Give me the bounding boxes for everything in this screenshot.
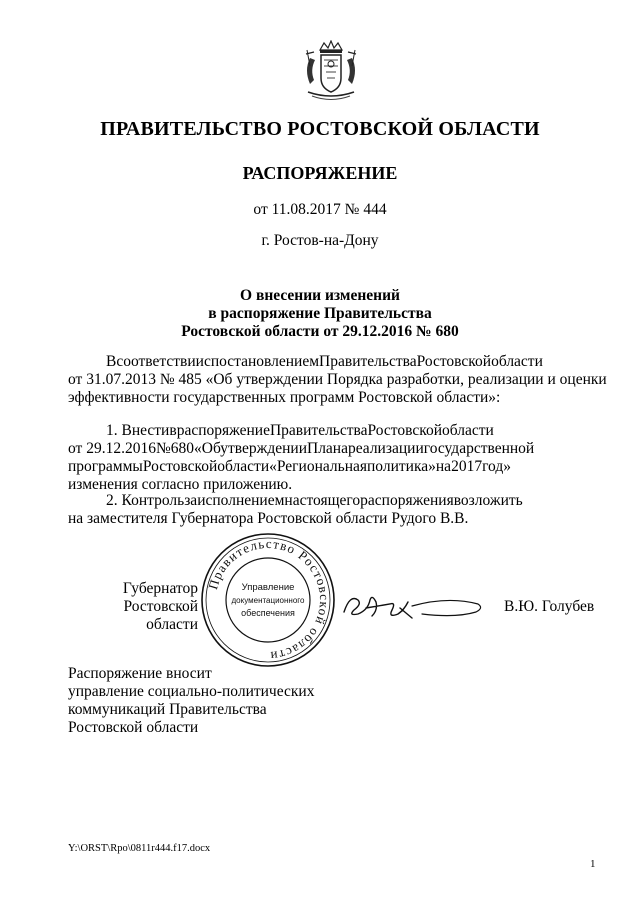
- body-paragraph-1: [68, 353, 607, 407]
- word: Ростовской: [416, 353, 492, 370]
- word: за: [184, 492, 198, 509]
- word: возложить: [453, 492, 523, 509]
- word: «Об: [194, 440, 221, 457]
- word: «Региональная: [269, 458, 367, 475]
- paragraph-line: эффективности государственных программ Ростовской области»:: [68, 389, 501, 406]
- subject-line: в распоряжение Правительства: [208, 305, 432, 322]
- paragraph-line: от 31.07.2013 № 485 «Об утверждении Порядка разработки, реализации и оценки: [68, 371, 607, 388]
- subject-line: О внесении изменений: [240, 287, 400, 304]
- word: №: [155, 440, 171, 457]
- body-paragraph-2: [68, 422, 594, 494]
- justified-line: [68, 458, 594, 476]
- word: соответствии: [116, 353, 204, 370]
- city-line: г. Ростов-на-Дону: [261, 232, 379, 249]
- word: Правительства: [319, 353, 417, 370]
- signatory-position-line: Губернатор: [122, 580, 198, 597]
- word: политика»: [367, 458, 436, 475]
- word: исполнением: [197, 492, 285, 509]
- word: 2. Контроль: [106, 492, 185, 509]
- paragraph-line: на заместителя Губернатора Ростовской области Рудого В.В.: [68, 510, 469, 527]
- coat-of-arms-emblem: [296, 40, 366, 109]
- word: год»: [482, 458, 511, 475]
- stamp-ring-text: Правительство Ростовской области: [205, 535, 333, 665]
- word: утверждении: [220, 440, 307, 457]
- word: Ростовской: [142, 458, 218, 475]
- note-line: Распоряжение вносит: [68, 665, 212, 682]
- word: области: [217, 458, 270, 475]
- word: В: [106, 353, 117, 370]
- handwritten-signature: [338, 588, 488, 633]
- word: области: [491, 353, 543, 370]
- signatory-name: В.Ю. Голубев: [504, 598, 595, 615]
- word: Правительства: [269, 422, 368, 439]
- official-stamp: [198, 530, 338, 675]
- note-line: Ростовской области: [68, 719, 199, 736]
- word: области: [442, 422, 494, 439]
- word: с: [203, 353, 211, 370]
- word: на: [435, 458, 452, 475]
- word: программы: [68, 458, 143, 475]
- stamp-inner-text: документационного: [231, 596, 305, 605]
- page-number: 1: [590, 858, 596, 870]
- word: 680: [170, 440, 194, 457]
- signatory-position: [68, 580, 198, 634]
- word: Ростовской: [367, 422, 442, 439]
- word: от 29.12.2016: [68, 440, 156, 457]
- justified-line: [68, 492, 594, 510]
- justified-line: [68, 422, 594, 440]
- paragraph-line: изменения согласно приложению.: [68, 476, 293, 493]
- stamp-inner-text: Управление: [241, 582, 295, 593]
- justified-line: [68, 353, 594, 371]
- government-title: ПРАВИТЕЛЬСТВО РОСТОВСКОЙ ОБЛАСТИ: [100, 118, 540, 140]
- document-type-title: РАСПОРЯЖЕНИЕ: [242, 163, 398, 183]
- word: постановлением: [210, 353, 320, 370]
- justified-line: [68, 440, 594, 458]
- subject-line: Ростовской области от 29.12.2016 № 680: [181, 323, 459, 340]
- note-line: управление социально-политических: [68, 683, 315, 700]
- word: реализации: [347, 440, 424, 457]
- file-path-footer: Y:\ORST\Rpo\0811r444.f17.docx: [68, 843, 211, 854]
- word: в: [169, 422, 177, 439]
- word: 2017: [451, 458, 483, 475]
- word: 1. Внести: [106, 422, 170, 439]
- word: Плана: [307, 440, 348, 457]
- signatory-position-line: Ростовской области: [123, 598, 198, 633]
- submitter-note: [68, 665, 314, 737]
- word: распоряжение: [176, 422, 270, 439]
- word: распоряжения: [360, 492, 454, 509]
- subject-heading: [0, 287, 640, 341]
- word: настоящего: [284, 492, 361, 509]
- word: государственной: [423, 440, 535, 457]
- date-and-number: от 11.08.2017 № 444: [253, 201, 387, 218]
- note-line: коммуникаций Правительства: [68, 701, 267, 718]
- stamp-inner-text: обеспечения: [241, 608, 295, 618]
- body-paragraph-3: [68, 492, 594, 528]
